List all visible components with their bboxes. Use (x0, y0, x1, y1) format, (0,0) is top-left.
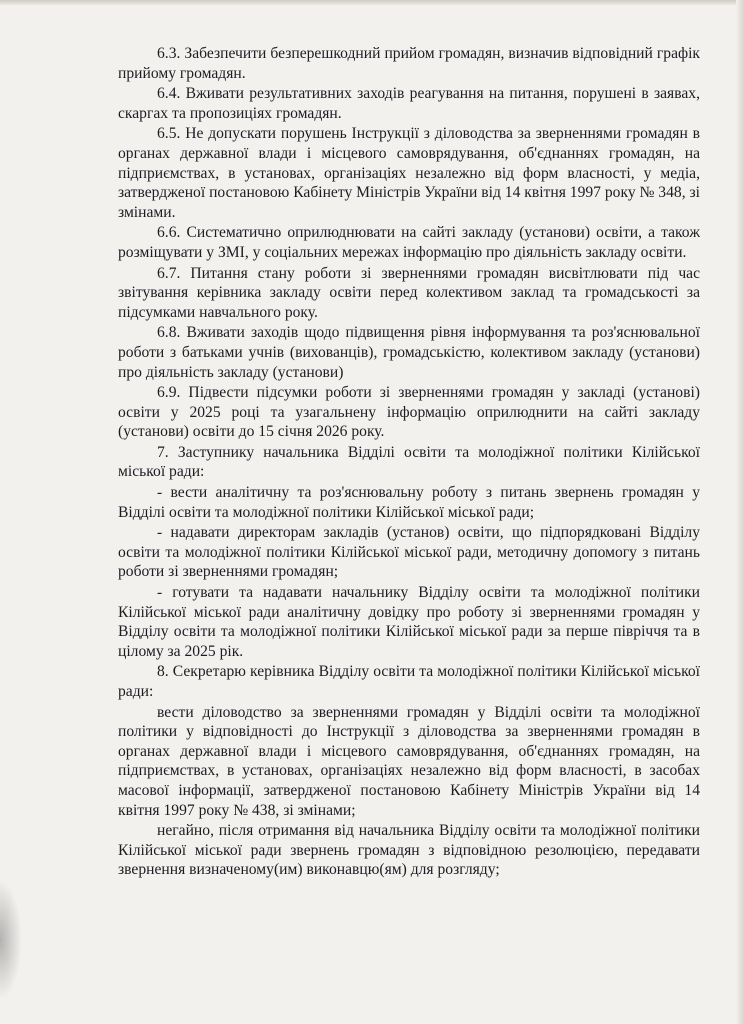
paragraph-6-6: 6.6. Систематично оприлюднювати на сайті закладу (установи) освіти, а також розміщувати у ЗМІ, у соціальних мережах інформацію про діяльність закладу освіти. (118, 224, 700, 261)
document-page (118, 44, 700, 880)
paragraph-6-8: 6.8. Вживати заходів щодо підвищення рівня інформування та роз'яснювальної роботи з батьками учнів (вихованців), громадськістю, колективом закладу (установи) про діяльність закладу (установи) (118, 324, 700, 381)
paragraph-8: 8. Секретарю керівника Відділу освіти та молодіжної політики Кілійської міської ради: (118, 663, 700, 700)
paragraph-7: 7. Заступнику начальника Відділі освіти та молодіжної політики Кілійської міської ради: (118, 443, 700, 481)
paragraph-7-item-1: - вести аналітичну та роз'яснювальну роботу з питань звернень громадян у Відділі освіти та молодіжної політики Кілійської міської ради; (118, 484, 700, 521)
paragraph-6-5: 6.5. Не допускати порушень Інструкції з діловодства за зверненнями громадян в органах державної влади і місцевого самоврядування, об'єднаннях громадян, на підприємствах, в установах, організаціях незалежно від форм власності, у медіа, затвердженої постановою Кабінету Міністрів України від 14 квітня 1997 року № 348, зі змінами. (118, 125, 700, 221)
paragraph-6-7: 6.7. Питання стану роботи зі зверненнями громадян висвітлювати під час звітування керівника закладу освіти перед колективом заклад та громадськості за підсумками навчального року. (118, 264, 700, 321)
paragraph-6-3: 6.3. Забезпечити безперешкодний прийом громадян, визначив відповідний графік прийому громадян. (118, 45, 700, 82)
scan-shadow (0, 880, 22, 1000)
scan-edge-top (0, 0, 744, 6)
paragraph-7-item-3: - готувати та надавати начальнику Відділу освіти та молодіжної політики Кілійської міської ради аналітичну довідку про роботу зі зверненнями громадян у Відділу освіти та молодіжної політики Кілійської міської ради за перше півріччя та в цілому за 2025 рік. (118, 584, 700, 660)
scan-edge-right (736, 0, 744, 1024)
paragraph-6-9: 6.9. Підвести підсумки роботи зі зверненнями громадян у закладі (установі) освіти у 2025 році та узагальнену інформацію оприлюднити на сайті закладу (установи) освіти до 15 січня 2026 року. (118, 384, 700, 441)
paragraph-8-item-2: негайно, після отримання від начальника Відділу освіти та молодіжної політики Кілійської міської ради звернень громадян з відповідною резолюцією, передавати звернення визначеному(им) виконавцю(ям) для розгляду; (118, 822, 700, 879)
paragraph-7-item-2: - надавати директорам закладів (установ) освіти, що підпорядковані Відділу освіти та молодіжної політики Кілійської міської ради, методичну допомогу з питань роботи зі зверненнями громадян; (118, 524, 700, 581)
paragraph-8-item-1: вести діловодство за зверненнями громадян у Відділі освіти та молодіжної політики у відповідності до Інструкції з діловодства за зверненнями громадян в органах державної влади і місцевого самоврядування, об'єднаннях громадян, на підприємствах, в установах, організаціях незалежно від форм власності, в засобах масової інформації, затвердженої постановою Кабінету Міністрів України від 14 квітня 1997 року № 438, зі змінами; (118, 703, 700, 819)
paragraph-6-4: 6.4. Вживати результативних заходів реагування на питання, порушені в заявах, скаргах та пропозиціях громадян. (118, 85, 700, 122)
